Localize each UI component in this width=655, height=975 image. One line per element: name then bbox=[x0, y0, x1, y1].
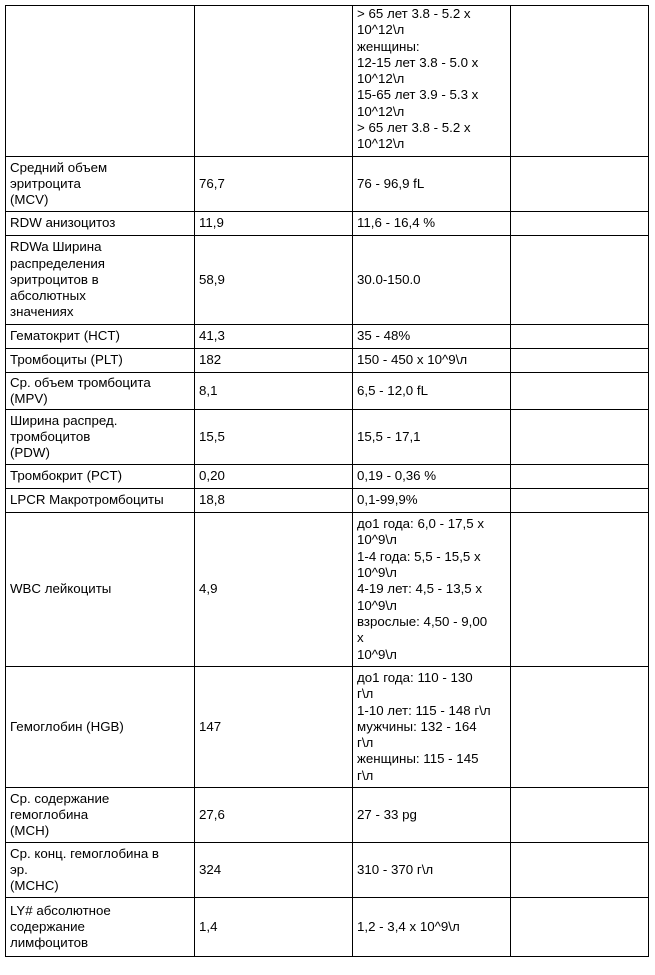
test-name-cell: Ширина распред. тромбоцитов (PDW) bbox=[6, 410, 195, 465]
empty-cell bbox=[511, 898, 649, 957]
reference-range-cell: > 65 лет 3.8 - 5.2 х 10^12\л женщины: 12-15 лет 3.8 - 5.0 х 10^12\л 15-65 лет 3.9 - 5.3 х 10^12\л > 65 лет 3.8 - 5.2 х 10^12\л bbox=[353, 6, 511, 157]
empty-cell bbox=[511, 212, 649, 236]
test-name-cell: Средний объем эритроцита (MCV) bbox=[6, 157, 195, 212]
test-name-cell: Ср. содержание гемоглобина (MCH) bbox=[6, 788, 195, 843]
empty-cell bbox=[511, 410, 649, 465]
reference-range-cell: 27 - 33 pg bbox=[353, 788, 511, 843]
table-row bbox=[6, 788, 649, 843]
table-row bbox=[6, 6, 649, 157]
reference-range-cell: 0,1-99,9% bbox=[353, 489, 511, 513]
empty-cell bbox=[511, 349, 649, 373]
result-value-cell: 15,5 bbox=[195, 410, 353, 465]
result-value-cell: 18,8 bbox=[195, 489, 353, 513]
table-row bbox=[6, 373, 649, 410]
test-name-cell: LPCR Макротромбоциты bbox=[6, 489, 195, 513]
table-row bbox=[6, 513, 649, 667]
table-row bbox=[6, 465, 649, 489]
table-row bbox=[6, 489, 649, 513]
table-row bbox=[6, 212, 649, 236]
table-row bbox=[6, 410, 649, 465]
empty-cell bbox=[511, 465, 649, 489]
result-value-cell: 1,4 bbox=[195, 898, 353, 957]
reference-range-cell: 76 - 96,9 fL bbox=[353, 157, 511, 212]
reference-range-cell: 150 - 450 х 10^9\л bbox=[353, 349, 511, 373]
reference-range-cell: 11,6 - 16,4 % bbox=[353, 212, 511, 236]
result-value-cell: 324 bbox=[195, 843, 353, 898]
test-name-cell: Гемоглобин (HGB) bbox=[6, 667, 195, 788]
result-value-cell: 41,3 bbox=[195, 325, 353, 349]
table-row bbox=[6, 349, 649, 373]
table-row bbox=[6, 236, 649, 325]
result-value-cell: 58,9 bbox=[195, 236, 353, 325]
test-name-cell: Тромбокрит (PCT) bbox=[6, 465, 195, 489]
reference-range-cell: 6,5 - 12,0 fL bbox=[353, 373, 511, 410]
table-row bbox=[6, 325, 649, 349]
reference-range-cell: 1,2 - 3,4 х 10^9\л bbox=[353, 898, 511, 957]
empty-cell bbox=[511, 6, 649, 157]
result-value-cell: 0,20 bbox=[195, 465, 353, 489]
reference-range-cell: до1 года: 6,0 - 17,5 х 10^9\л 1-4 года: 5,5 - 15,5 х 10^9\л 4-19 лет: 4,5 - 13,5 х 10^9\л взрослые: 4,50 - 9,00 х 10^9\л bbox=[353, 513, 511, 667]
result-value-cell: 11,9 bbox=[195, 212, 353, 236]
test-name-cell: Гематокрит (HCT) bbox=[6, 325, 195, 349]
result-value-cell bbox=[195, 6, 353, 157]
test-name-cell bbox=[6, 6, 195, 157]
empty-cell bbox=[511, 513, 649, 667]
reference-range-cell: до1 года: 110 - 130 г\л 1-10 лет: 115 - 148 г\л мужчины: 132 - 164 г\л женщины: 115 - 145 г\л bbox=[353, 667, 511, 788]
table-row bbox=[6, 667, 649, 788]
result-value-cell: 27,6 bbox=[195, 788, 353, 843]
empty-cell bbox=[511, 236, 649, 325]
reference-range-cell: 310 - 370 г\л bbox=[353, 843, 511, 898]
result-value-cell: 4,9 bbox=[195, 513, 353, 667]
test-name-cell: RDWa Ширина распределения эритроцитов в абсолютных значениях bbox=[6, 236, 195, 325]
empty-cell bbox=[511, 157, 649, 212]
test-name-cell: Ср. объем тромбоцита (MPV) bbox=[6, 373, 195, 410]
result-value-cell: 8,1 bbox=[195, 373, 353, 410]
table-row bbox=[6, 157, 649, 212]
reference-range-cell: 0,19 - 0,36 % bbox=[353, 465, 511, 489]
empty-cell bbox=[511, 325, 649, 349]
table-row bbox=[6, 898, 649, 957]
test-name-cell: RDW анизоцитоз bbox=[6, 212, 195, 236]
reference-range-cell: 30.0-150.0 bbox=[353, 236, 511, 325]
test-name-cell: Ср. конц. гемоглобина в эр. (MCHC) bbox=[6, 843, 195, 898]
test-name-cell: WBC лейкоциты bbox=[6, 513, 195, 667]
empty-cell bbox=[511, 788, 649, 843]
table-row bbox=[6, 843, 649, 898]
result-value-cell: 182 bbox=[195, 349, 353, 373]
result-value-cell: 76,7 bbox=[195, 157, 353, 212]
test-name-cell: LY# абсолютное содержание лимфоцитов bbox=[6, 898, 195, 957]
lab-results-table bbox=[5, 5, 649, 957]
reference-range-cell: 15,5 - 17,1 bbox=[353, 410, 511, 465]
empty-cell bbox=[511, 843, 649, 898]
empty-cell bbox=[511, 373, 649, 410]
empty-cell bbox=[511, 667, 649, 788]
empty-cell bbox=[511, 489, 649, 513]
test-name-cell: Тромбоциты (PLT) bbox=[6, 349, 195, 373]
result-value-cell: 147 bbox=[195, 667, 353, 788]
reference-range-cell: 35 - 48% bbox=[353, 325, 511, 349]
